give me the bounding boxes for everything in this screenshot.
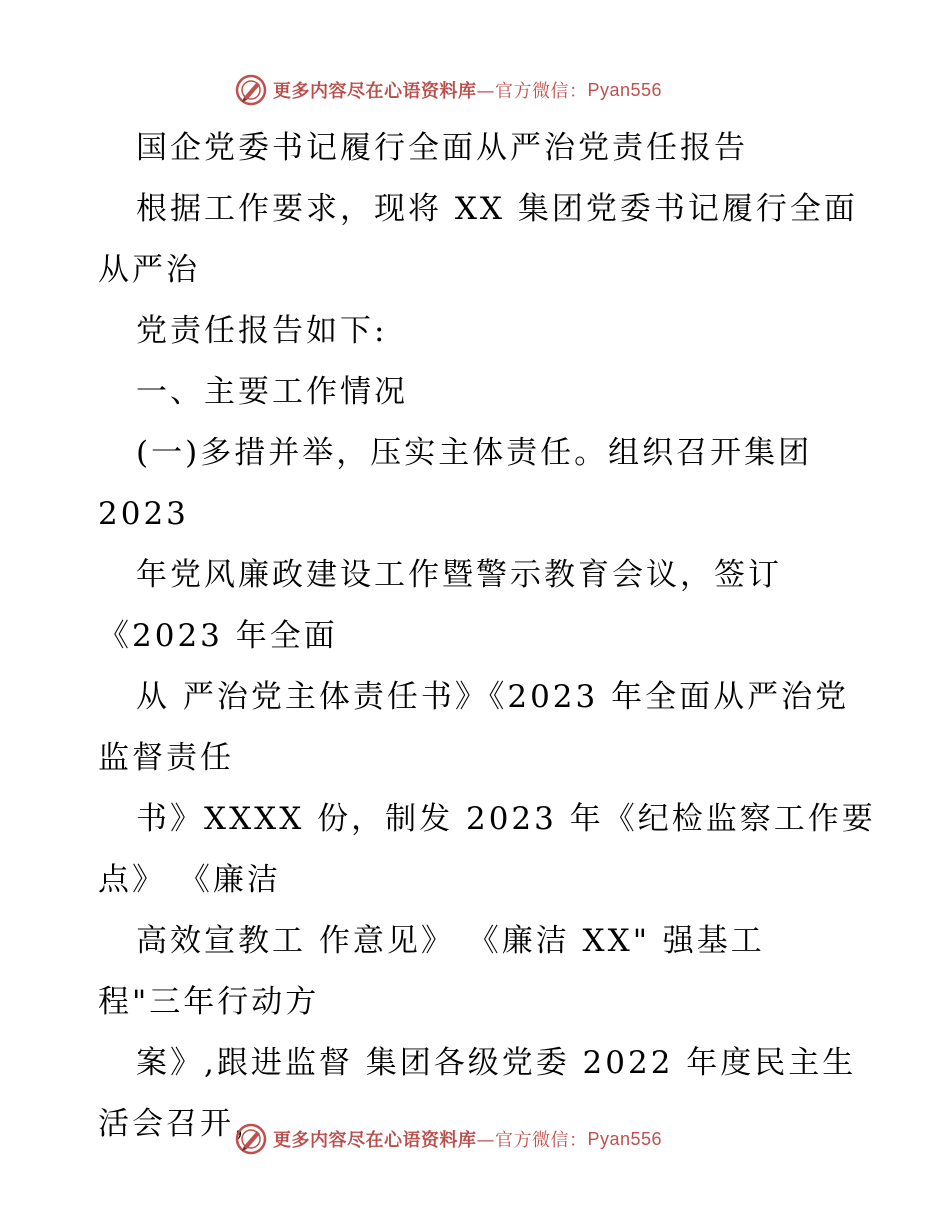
watermark-header bbox=[235, 73, 715, 107]
paragraph-line: 根据工作要求，现将 XX 集团党委书记履行全面 bbox=[136, 191, 858, 227]
watermark-official-label: —官方微信： bbox=[476, 81, 588, 102]
paragraph-line: 点》 《廉洁 bbox=[98, 862, 281, 898]
watermark-official-label: —官方微信： bbox=[476, 1130, 588, 1151]
paragraph-line: 活会召开， bbox=[98, 1106, 268, 1142]
paragraph-line: 高效宣教工 作意见》 《廉洁 XX" 强基工 bbox=[136, 923, 765, 959]
section-heading: 一、主要工作情况 bbox=[136, 374, 408, 410]
watermark-wechat-id: Pyan556 bbox=[587, 1128, 663, 1149]
paragraph-line: 从 严治党主体责任书》《2023 年全面从严治党 bbox=[136, 679, 850, 715]
watermark-brand: 更多内容尽在心语资料库 bbox=[273, 1130, 477, 1151]
paragraph-line: 《2023 年全面 bbox=[98, 618, 338, 654]
paragraph-line: 书》XXXX 份，制发 2023 年《纪检监察工作要 bbox=[136, 801, 876, 837]
document-body bbox=[98, 118, 876, 1155]
paragraph-line: (一)多措并举，压实主体责任。组织召开集团 bbox=[136, 435, 813, 471]
paragraph-line: 2023 bbox=[98, 496, 189, 532]
pen-logo-icon bbox=[235, 74, 267, 106]
document-title: 国企党委书记履行全面从严治党责任报告 bbox=[136, 130, 748, 166]
paragraph-line: 程"三年行动方 bbox=[98, 984, 320, 1020]
pen-logo-icon bbox=[235, 1123, 267, 1155]
watermark-wechat-id: Pyan556 bbox=[587, 79, 663, 100]
watermark-brand: 更多内容尽在心语资料库 bbox=[273, 81, 477, 102]
watermark-footer bbox=[235, 1122, 715, 1156]
paragraph-line: 案》,跟进监督 集团各级党委 2022 年度民主生 bbox=[136, 1045, 857, 1081]
paragraph-line: 从严治 bbox=[98, 252, 200, 288]
paragraph-line: 年党风廉政建设工作暨警示教育会议，签订 bbox=[136, 557, 782, 593]
paragraph-line: 党责任报告如下: bbox=[136, 313, 388, 349]
paragraph-line: 监督责任 bbox=[98, 740, 234, 776]
